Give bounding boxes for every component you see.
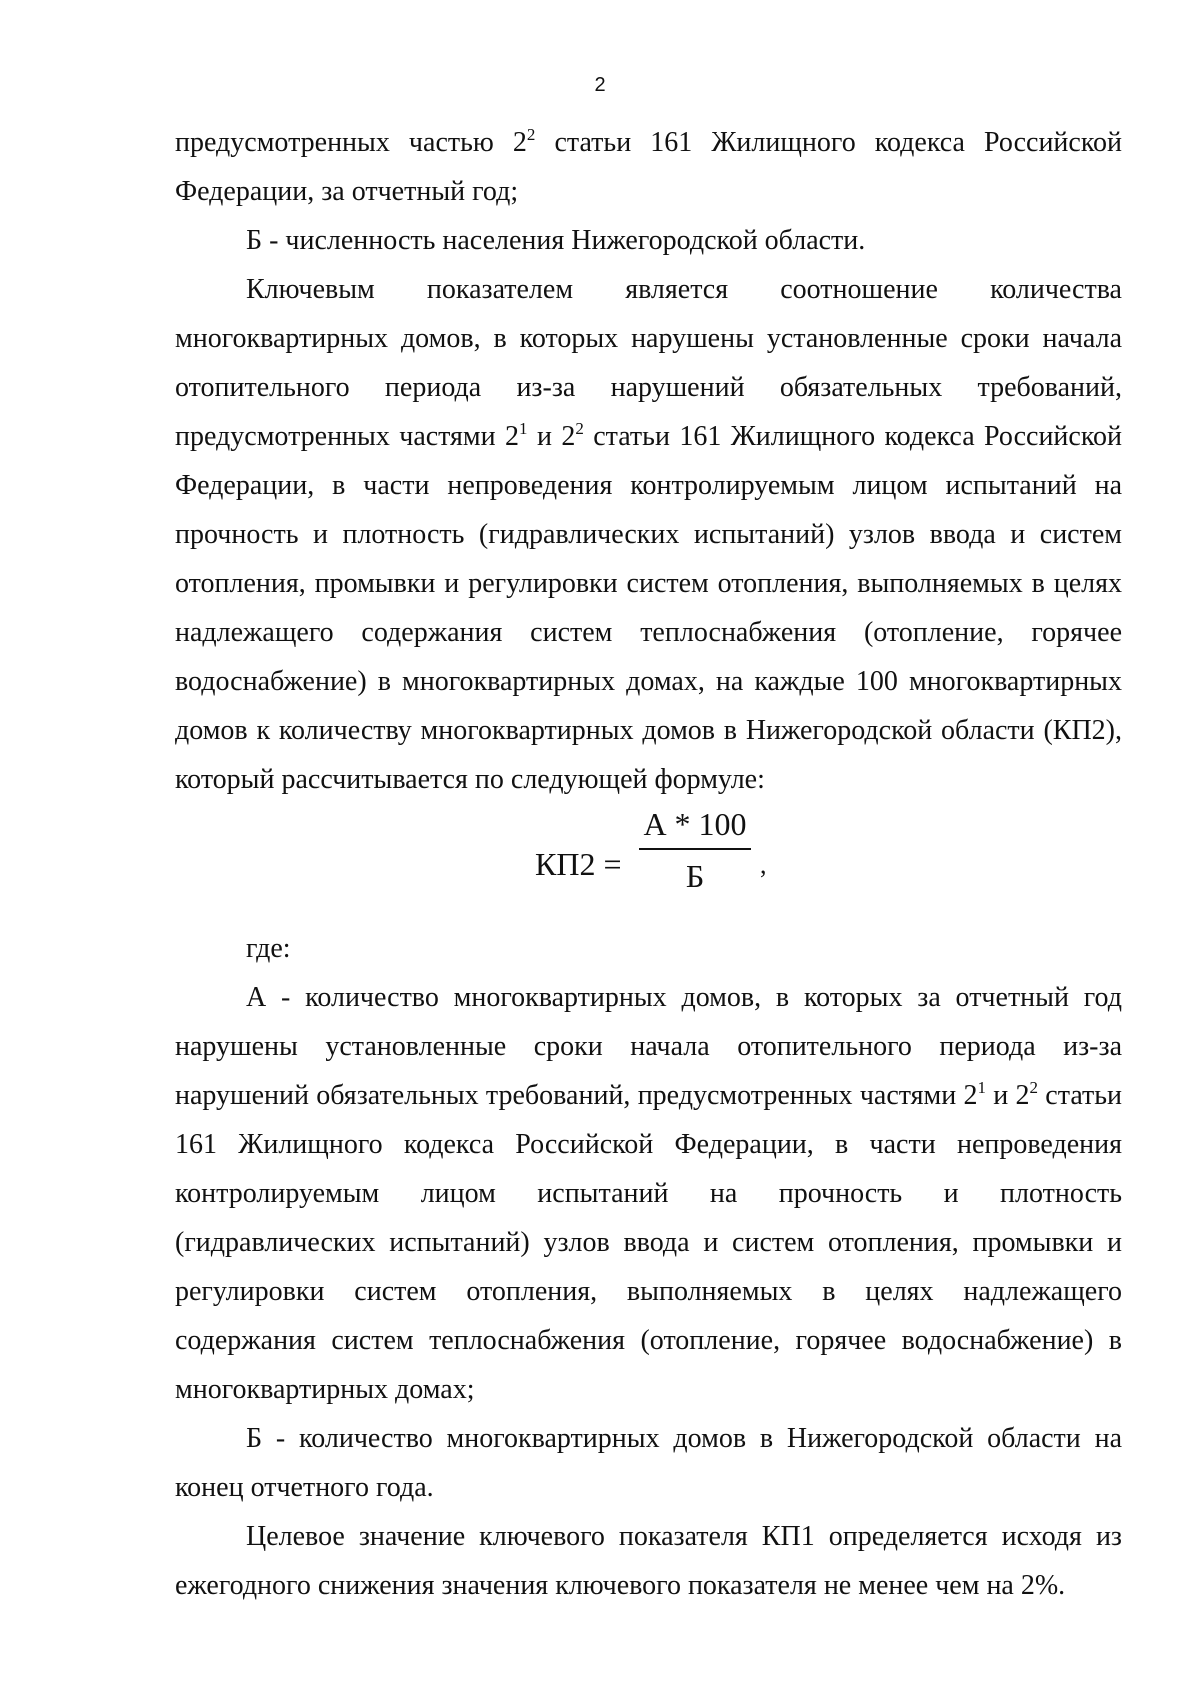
paragraph-definition-b2: Б - количество многоквартирных домов в Нижегородской области на конец отчетного года. [175,1423,1122,1503]
paragraph-definition-b: Б - численность населения Нижегородской области. [246,225,866,256]
text-segment: статьи 161 Жилищного кодекса Российской Федерации, в части непроведения контролируемым лицом испытаний на прочность и плотность (гидравлических испытаний) узлов ввода и систем отопления, промывки и регулировки систем отопления, выполняемых в целях надлежащего содержания систем теплоснабжения (отопление, горячее водоснабжение) в многоквартирных домах; [175,1080,1123,1405]
paragraph-continuation [175,118,1122,216]
document-body [175,118,1122,1610]
text-segment: А - количество многоквартирных домов, в которых за отчетный год нарушены установленные сроки начала отопительного периода из-за нарушений обязательных требований, предусмотренных частями 2 [175,982,1122,1111]
text-segment: Ключевым показателем является соотношение количества многоквартирных домов, в которых нарушены установленные сроки начала отопительного периода из-за нарушений обязательных требований, предусмотренных частями 2 [175,274,1122,452]
superscript: 1 [977,1078,986,1097]
formula-lhs: КП2 = [535,846,622,882]
formula-denominator: Б [685,858,705,894]
page-number: 2 [594,74,606,96]
formula-numerator: А * 100 [643,806,747,842]
formula-fraction [635,804,755,896]
text-segment: и 2 [527,421,576,452]
superscript: 1 [519,419,528,438]
paragraph-definition-a [175,973,1122,1414]
superscript: 2 [526,125,536,144]
formula-trailing-comma: , [760,850,767,879]
text-segment: статьи 161 Жилищного кодекса Российской Федерации, в части непроведения контролируемым лицом испытаний на прочность и плотность (гидравлических испытаний) узлов ввода и систем отопления, промывки и регулировки систем отопления, выполняемых в целях надлежащего содержания систем теплоснабжения (отопление, горячее водоснабжение) в многоквартирных домах, на каждые 100 многоквартирных домов к количеству многоквартирных домов в Нижегородской области (КП2), который рассчитывается по следующей формуле: [175,421,1123,795]
paragraph-where: где: [246,933,291,964]
formula [175,804,1122,924]
text-segment: предусмотренных частью 2 [175,127,527,158]
superscript: 2 [575,419,584,438]
paragraph-key-indicator [175,265,1122,804]
text-segment: и 2 [985,1080,1030,1111]
text-segment: статьи 161 Жилищного кодекса Российской Федерации, за отчетный год; [175,127,1123,207]
paragraph-target-value: Целевое значение ключевого показателя КП1 определяется исходя из ежегодного снижения значения ключевого показателя не менее чем на 2%. [175,1521,1122,1601]
superscript: 2 [1029,1078,1039,1097]
